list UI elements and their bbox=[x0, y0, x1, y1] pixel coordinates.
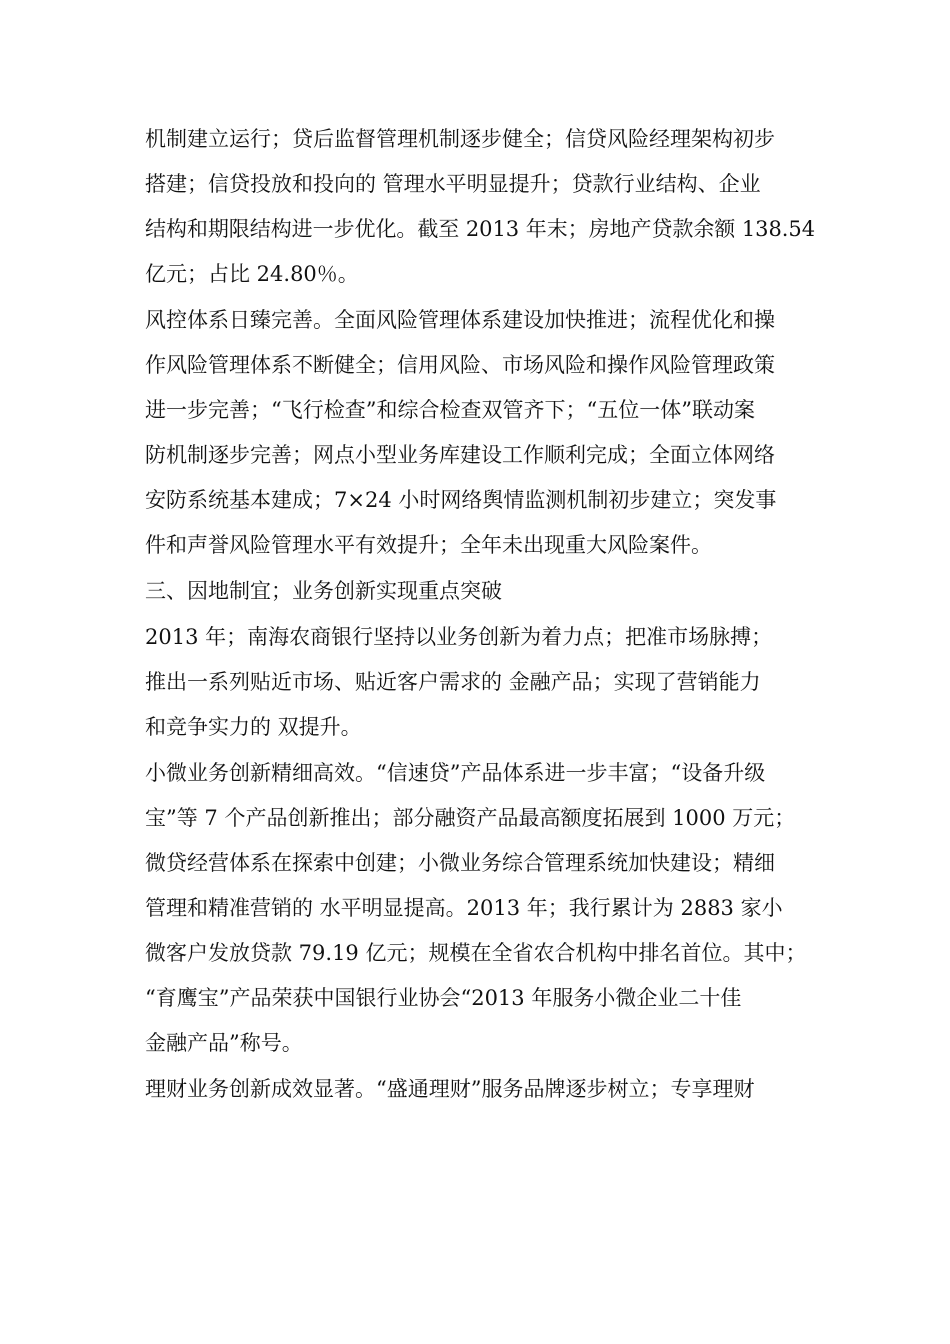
paragraph-credit-management bbox=[145, 117, 815, 297]
text-line: 机制建立运行；贷后监督管理机制逐步健全；信贷风险经理架构初步 bbox=[145, 127, 775, 151]
text-line: “育鹰宝”产品荣获中国银行业协会“2013 年服务小微企业二十佳 bbox=[145, 986, 742, 1010]
paragraph-risk-control bbox=[145, 298, 815, 568]
text-line: 金融产品”称号。 bbox=[145, 1031, 303, 1055]
paragraph-small-micro-business bbox=[145, 751, 815, 1066]
text-line: 管理和精准营销的 水平明显提高。2013 年；我行累计为 2883 家小 bbox=[145, 896, 783, 920]
text-line: 微客户发放贷款 79.19 亿元；规模在全省农合机构中排名首位。其中； bbox=[145, 941, 807, 965]
text-line: 理财业务创新成效显著。“盛通理财”服务品牌逐步树立；专享理财 bbox=[145, 1077, 755, 1101]
text-line: 防机制逐步完善；网点小型业务库建设工作顺利完成；全面立体网络 bbox=[145, 443, 775, 467]
text-line: 搭建；信贷投放和投向的 管理水平明显提升；贷款行业结构、企业 bbox=[145, 172, 761, 196]
text-line: 进一步完善；“飞行检查”和综合检查双管齐下；“五位一体”联动案 bbox=[145, 398, 755, 422]
text-line: 结构和期限结构进一步优化。截至 2013 年末；房地产贷款余额 138.54 bbox=[145, 217, 815, 241]
text-line: 件和声誉风险管理水平有效提升；全年未出现重大风险案件。 bbox=[145, 533, 712, 557]
text-line: 和竞争实力的 双提升。 bbox=[145, 715, 362, 739]
text-line: 宝”等 7 个产品创新推出；部分融资产品最高额度拓展到 1000 万元； bbox=[145, 806, 796, 830]
text-line: 安防系统基本建成；7×24 小时网络舆情监测机制初步建立；突发事 bbox=[145, 488, 777, 512]
paragraph-business-innovation bbox=[145, 615, 815, 750]
text-line: 2013 年；南海农商银行坚持以业务创新为着力点；把准市场脉搏； bbox=[145, 625, 773, 649]
text-line: 亿元；占比 24.80％。 bbox=[145, 262, 359, 286]
paragraph-wealth-management bbox=[145, 1067, 815, 1112]
text-line: 微贷经营体系在探索中创建；小微业务综合管理系统加快建设；精细 bbox=[145, 851, 775, 875]
document-body bbox=[145, 117, 815, 1113]
text-line: 作风险管理体系不断健全；信用风险、市场风险和操作风险管理政策 bbox=[145, 353, 775, 377]
section-heading: 三、因地制宜；业务创新实现重点突破 bbox=[145, 579, 502, 603]
text-line: 风控体系日臻完善。全面风险管理体系建设加快推进；流程优化和操 bbox=[145, 308, 775, 332]
section-heading-3 bbox=[145, 569, 815, 614]
text-line: 小微业务创新精细高效。“信速贷”产品体系进一步丰富；“设备升级 bbox=[145, 761, 766, 785]
text-line: 推出一系列贴近市场、贴近客户需求的 金融产品；实现了营销能力 bbox=[145, 670, 761, 694]
